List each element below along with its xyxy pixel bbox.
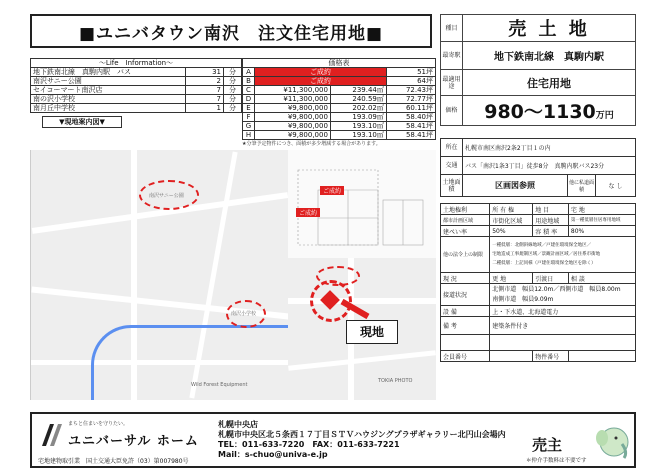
- land-area: 区画図参照: [463, 175, 568, 197]
- table-row: 南の沢小学校 7 分: [31, 95, 242, 104]
- transport: バス「南沢1条3丁目」徒歩8分 真駒内駅バス23分: [463, 157, 636, 175]
- plot-plan: [288, 150, 436, 258]
- table-row: H ¥9,800,000 193.10㎡ 58.41坪: [243, 131, 436, 140]
- license-number: 宅地建物取引業 国土交通大臣免許（03）第007980号: [38, 458, 189, 465]
- price-range: 980〜1130万円: [463, 96, 636, 126]
- best-usage: 住宅用地: [463, 70, 636, 96]
- map-label-store: Wild Forest Equipment: [191, 382, 248, 388]
- table-row: B ご成約 64坪: [243, 77, 436, 86]
- table-row: D ¥11,300,000 240.59㎡ 72.77坪: [243, 95, 436, 104]
- table-row: G ¥9,800,000 193.10㎡ 58.41坪: [243, 122, 436, 131]
- map-guide-label: ▼現地案内図▼: [42, 116, 122, 128]
- property-info-panel: 種目 売 土 地 最寄駅 地下鉄南北線 真駒内駅 最適用途 住宅用地 価格 980〜1130万円 所在 札幌市南区南沢2条2丁目１の内 交通 バス「南沢1条3丁目」徒歩8分 真駒内駅バス23分 土地面積 区画図参照 他に私道面積 な し 土地権利 所 有 権 地 目 宅 地 都市計画区域 市街化区域 用途地域 第一種低層住居専用地域 建ぺい率 50% 容 積 率 80% 他の法令上の制限 一種低層：北側斜線地域／戸建住環境保全地区／ 宅地造成工事規制区域／景観計画区域／居住系市街地 二種低層：上記同様（戸建住環境保全地区を除く） 現 況 更 地 引渡日 相 談 接道状況 北側市道 幅員12.0m／西側市道 幅員8.00m 南側市道 幅員9.09m 設 備 上・下水道、北海道電力 備 考 建築条件付き 会員番号 物件番号: [440, 14, 636, 404]
- table-row: A ご成約 51坪: [243, 68, 436, 77]
- private-road-area: な し: [596, 175, 636, 197]
- table-row: C ¥11,300,000 239.44㎡ 72.43坪: [243, 86, 436, 95]
- map-label-photo: TOKIA PHOTO: [378, 378, 413, 384]
- sold-badge-a: ご成約: [320, 186, 344, 195]
- price-header: 価格表: [243, 59, 436, 68]
- table-row: セイコーマート南沢店 7 分: [31, 86, 242, 95]
- seller-label: 売主: [532, 436, 563, 454]
- nearest-station: 地下鉄南北線 真駒内駅: [463, 42, 636, 70]
- company-logo-icon: [40, 422, 62, 448]
- table-row: 南月丘中学校 1 分: [31, 104, 242, 113]
- life-header: 〜Life Information〜: [31, 59, 242, 68]
- sold-badge: ご成約: [255, 77, 387, 86]
- junior-high-circle: [316, 266, 360, 286]
- elephant-mascot-icon: [594, 418, 632, 462]
- map-label-school: 南沢小学校: [231, 311, 257, 317]
- table-row: F ¥9,800,000 193.09㎡ 58.40坪: [243, 113, 436, 122]
- property-category: 売 土 地: [463, 15, 636, 42]
- sold-badge-b: ご成約: [296, 208, 320, 217]
- table-row: 地下鉄南北線 真駒内駅 バス 31 分: [31, 68, 242, 77]
- area-map: [30, 150, 288, 400]
- price-note: ★分筆予定物件につき、面積が多少増減する場合があります。: [242, 141, 381, 147]
- site-label: 現地: [346, 320, 398, 344]
- page-title: ■ユニバタウン南沢 注文住宅用地■: [30, 14, 432, 48]
- company-name: ユニバーサル ホーム: [68, 434, 199, 449]
- footer: [30, 412, 636, 468]
- map-label-park: 南沢サニー公園: [149, 193, 184, 199]
- table-row: E ¥9,800,000 202.02㎡ 60.11坪: [243, 104, 436, 113]
- life-information-table: [30, 58, 242, 113]
- mail-link[interactable]: Mail：s-chuo@univa-e.jp: [218, 450, 328, 459]
- table-row: 南沢サニー公園 2 分: [31, 77, 242, 86]
- seller-note: ＊仲介手数料は不要です: [526, 458, 587, 464]
- tagline: まちと住まいを守りたい。: [68, 421, 129, 427]
- site-map: [288, 258, 436, 400]
- plot-lines: [288, 150, 436, 258]
- price-table: [242, 58, 436, 140]
- sold-badge: ご成約: [255, 68, 387, 77]
- location: 札幌市南区南沢2条2丁目１の内: [463, 139, 636, 157]
- store-info: 札幌中央店 札幌市中央区北５条西１７丁目ＳＴＶハウジングプラザギャラリー北円山会場内 TEL：011-633-7220 FAX：011-633-7221 Mail：s-chuo@univa-e.jp: [218, 420, 506, 459]
